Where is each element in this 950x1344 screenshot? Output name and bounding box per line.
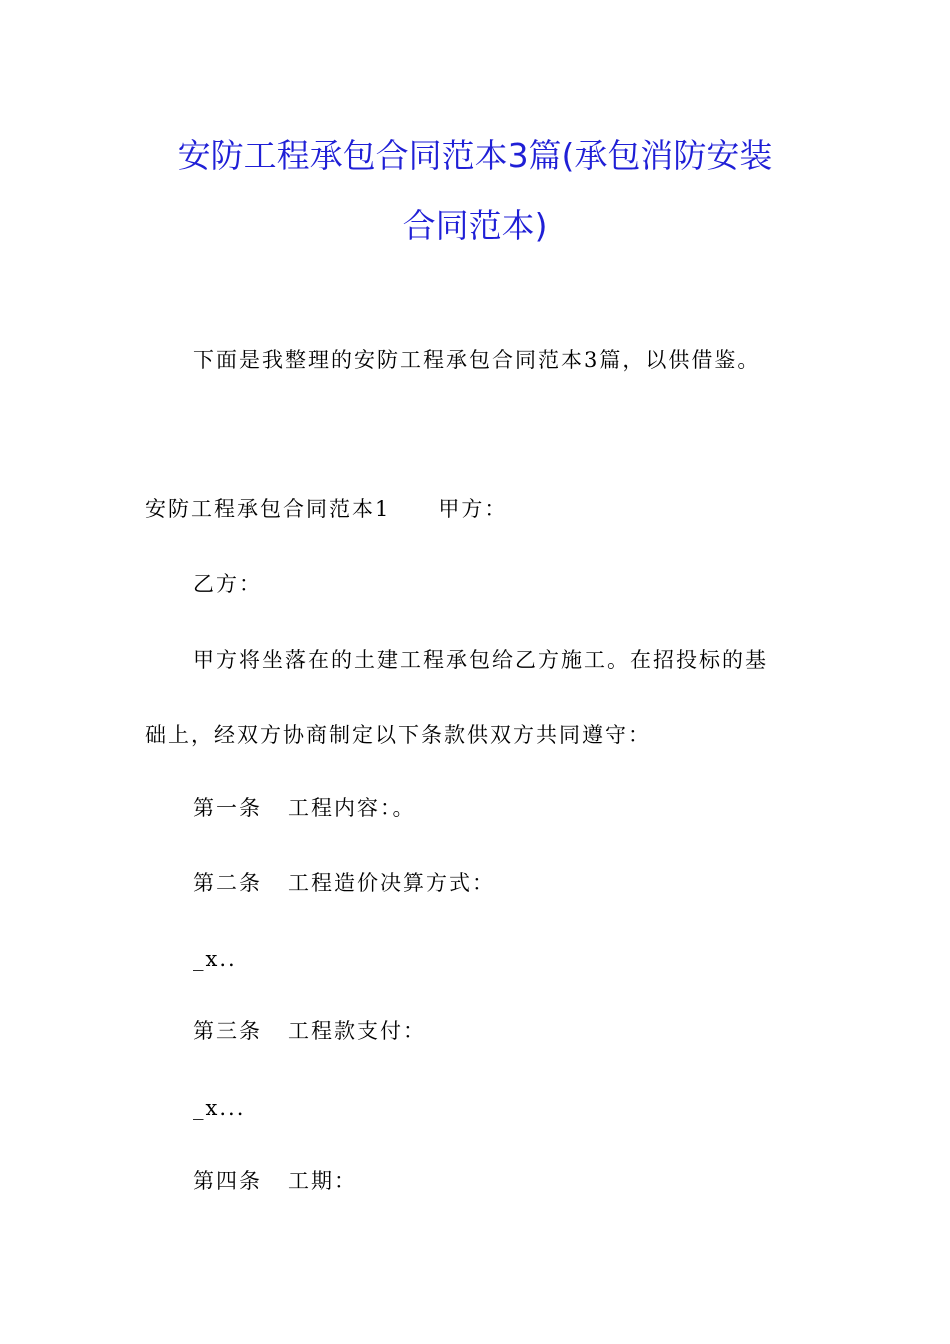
article-3-value: _x...	[193, 1096, 246, 1120]
article-2	[193, 868, 495, 898]
paragraph-1-line-2: 础上，经双方协商制定以下条款供双方共同遵守：	[145, 723, 651, 747]
intro-paragraph: 下面是我整理的安防工程承包合同范本3篇，以供借鉴。	[193, 348, 761, 372]
article-2-label: 第二条	[193, 871, 262, 895]
article-1-label: 第一条	[193, 796, 262, 820]
party-a-label: 甲方：	[438, 497, 508, 521]
article-2-text: 工程造价决算方式：	[288, 871, 495, 895]
document-title-line-1: 安防工程承包合同范本3篇(承包消防安装	[177, 136, 773, 175]
article-3	[193, 1016, 426, 1046]
document-title-line-2: 合同范本)	[402, 206, 548, 245]
article-4-label: 第四条	[193, 1169, 262, 1193]
article-2-value: _x..	[193, 947, 237, 971]
article-3-text: 工程款支付：	[288, 1019, 426, 1043]
article-4-text: 工期：	[288, 1169, 357, 1193]
section-1-heading-row	[145, 494, 507, 524]
paragraph-1-line-1: 甲方将坐落在的土建工程承包给乙方施工。在招投标的基	[193, 648, 768, 672]
party-b-label: 乙方：	[193, 572, 262, 596]
section-1-heading: 安防工程承包合同范本1	[145, 497, 391, 521]
article-4	[193, 1166, 357, 1196]
article-3-label: 第三条	[193, 1019, 262, 1043]
article-1-text: 工程内容：。	[288, 796, 416, 820]
article-1	[193, 793, 416, 823]
